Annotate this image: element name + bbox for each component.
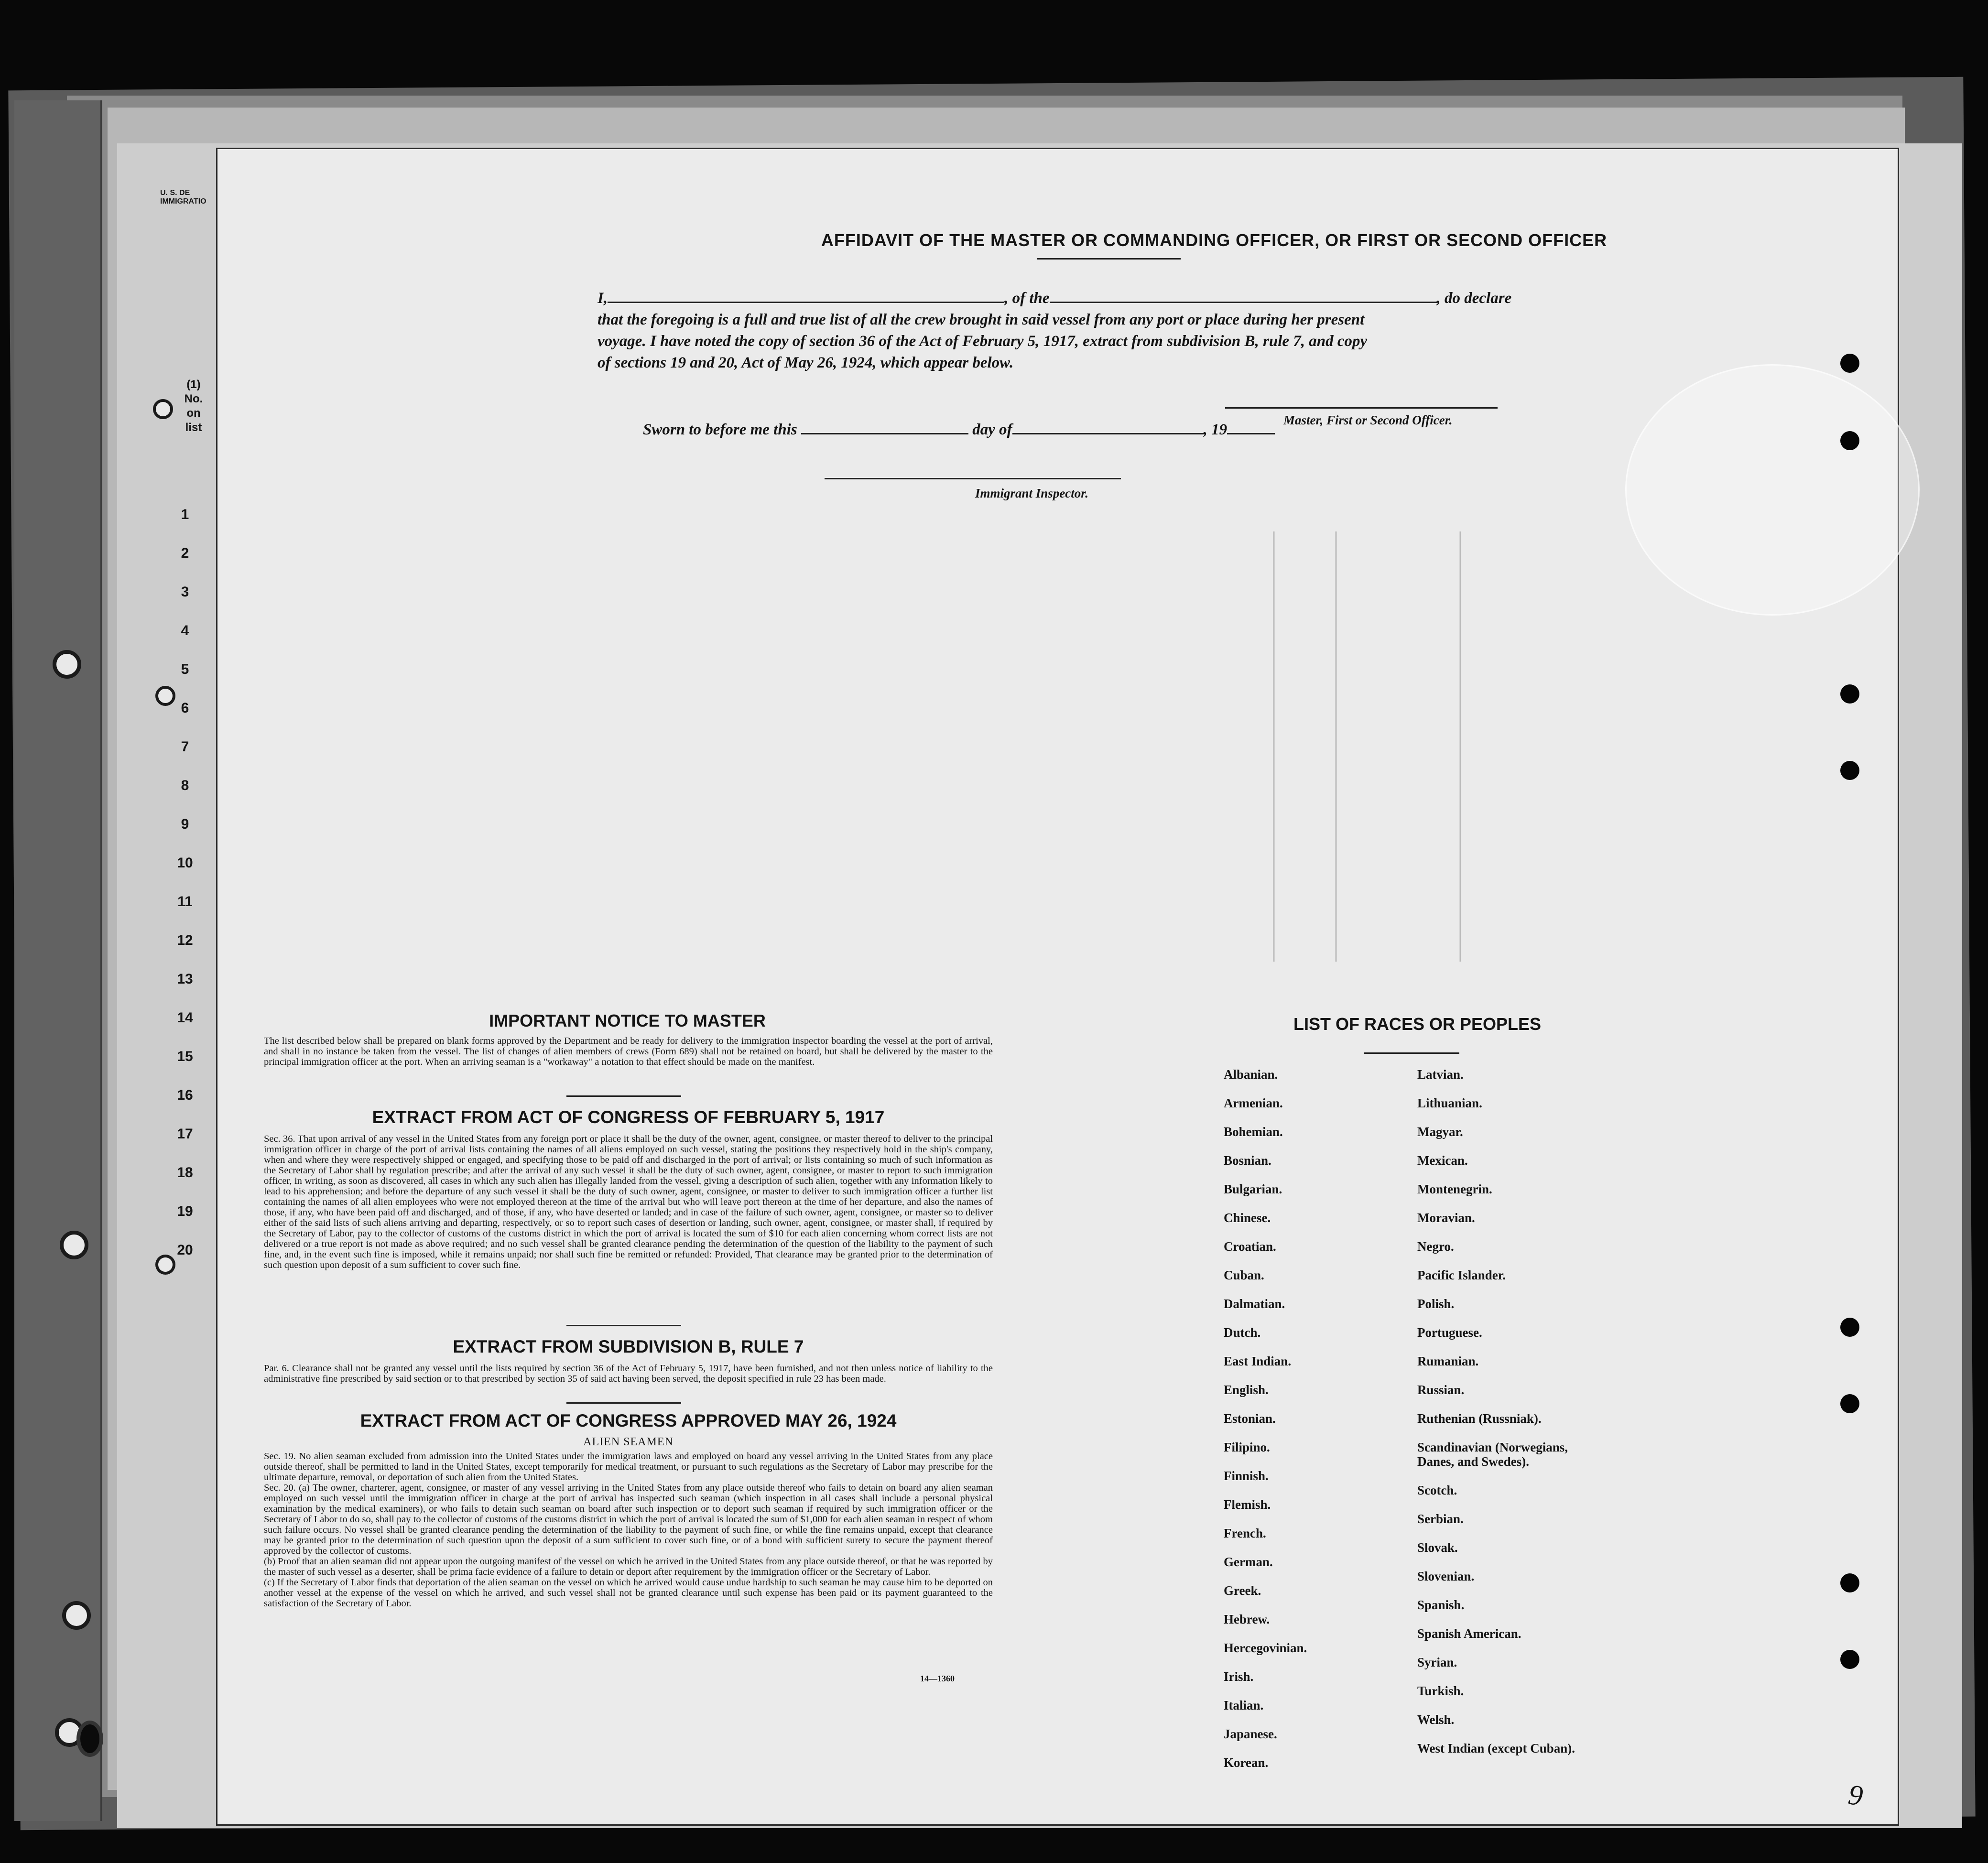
row-number: 18 xyxy=(177,1165,193,1181)
race-item: Polish. xyxy=(1417,1297,1455,1311)
row-number: 7 xyxy=(181,739,189,755)
punch-hole xyxy=(1840,1650,1859,1669)
extract-1917-body: Sec. 36. That upon arrival of any vessel in the United States from any foreign port or place it shall be the duty of the owner, agent, consignee, or master thereof to deliver to the principal immigration officer in charge of the port of arrival lists containing the names of all aliens employed on such vessel, stating the positions they respectively hold in the ship's company, when and where they were respectively shipped or engaged, and specifying those to be paid off and discharged in the port of arrival; or lists containing so much of such information as the Secretary of Labor shall by regulation prescribe; and after the arrival of any such vessel it shall be the duty of such owner, agent, consignee, or master to report to such immigration officer, in writing, as soon as discovered, all cases in which any such alien has illegally landed from the vessel, giving a description of such alien, together with any information likely to lead to his apprehension; and before the departure of any such vessel it shall be the duty of such owner, agent, consignee, or master to deliver to such immigration officer a further list containing the names of all alien employees who were not employed thereon at the time of the arrival but who will leave port thereon at the time of her departure, and also the names of those, if any, who have been paid off and discharged, and of those, if any, who have deserted or landed; and in case of the failure of such owner, agent, consignee, or master so to deliver either of the said lists of such aliens arriving and departing, respectively, or so to report such cases of desertion or landing, such owner, agent, consignee, or master shall, if required by the Secretary of Labor, pay to the collector of customs of the customs district in which the port of arrival is located the sum of $10 for each alien concerning whom correct lists are not delivered or a true report is not made as above required; and no such vessel shall be granted clearance pending the determination of the question of the liability to the payment of such fine, and, in the event such fine is imposed, while it remains unpaid; nor shall such fine be remitted or refunded: Provided, That clearance may be granted prior to the determination of such question upon deposit of a sum sufficient to cover such fine. xyxy=(264,1134,993,1270)
race-item: French. xyxy=(1224,1526,1266,1540)
notice-body: The list described below shall be prepared on blank forms approved by the Department and be ready for delivery to the immigration inspector boarding the vessel at the port of arrival, and shall in no instance be taken from the vessel. The list of changes of alien members of crews (Form 689) shall not be retained on board, but shall be delivered by the master to the principal immigration officer at the port. When an arriving seaman is a "workaway" a notation to that effect should be made on the manifest. xyxy=(264,1036,993,1067)
race-item: Filipino. xyxy=(1224,1440,1270,1454)
affidavit-line-3: voyage. I have noted the copy of section 36 of the Act of February 5, 1917, extract from subdivision B, rule 7, and copy xyxy=(597,333,1368,350)
extract-1924-body xyxy=(264,1451,993,1609)
row-number: 14 xyxy=(177,1010,193,1026)
extract-rule7-body: Par. 6. Clearance shall not be granted any vessel until the lists required by section 36 of the Act of February 5, 1917, have been furnished, and not then unless notice of liability to the administrative fine prescribed by said section or to that prescribed by section 35 of said act having been served, the deposit specified in rule 23 has been made. xyxy=(264,1363,993,1384)
race-item: Turkish. xyxy=(1417,1684,1464,1698)
notice-title: IMPORTANT NOTICE TO MASTER xyxy=(489,1011,766,1030)
vessel-blank xyxy=(1050,289,1437,303)
row-number: 15 xyxy=(177,1049,193,1064)
race-item: Lithuanian. xyxy=(1417,1096,1482,1110)
affidavit-sheet xyxy=(217,149,1898,1824)
race-item: Latvian. xyxy=(1417,1067,1464,1082)
race-item: Flemish. xyxy=(1224,1497,1271,1512)
sworn-day-of: day of xyxy=(972,421,1012,438)
race-item: Cuban. xyxy=(1224,1268,1264,1282)
row-number: 20 xyxy=(177,1242,193,1258)
sworn-prefix: Sworn to before me this xyxy=(643,421,797,438)
extract-1924-title: EXTRACT FROM ACT OF CONGRESS APPROVED MAY 26, 1924 xyxy=(360,1411,897,1430)
race-item: Negro. xyxy=(1417,1239,1454,1254)
month-blank xyxy=(1012,421,1204,434)
affidavit-line-2: that the foregoing is a full and true list of all the crew brought in said vessel from any port or place during her present xyxy=(597,311,1365,328)
race-item: Bosnian. xyxy=(1224,1153,1271,1168)
form-number: 14—1360 xyxy=(920,1674,955,1683)
race-item: Magyar. xyxy=(1417,1125,1463,1139)
binder-hole xyxy=(62,1601,91,1630)
race-item: Slovenian. xyxy=(1417,1569,1475,1583)
row-number: 13 xyxy=(177,971,193,987)
race-item: Spanish. xyxy=(1417,1598,1465,1612)
race-item: Albanian. xyxy=(1224,1067,1278,1082)
section-rule xyxy=(566,1325,681,1326)
row-number: 9 xyxy=(181,816,189,832)
binder-hole xyxy=(60,1231,88,1259)
race-item: Estonian. xyxy=(1224,1411,1276,1426)
column-label: No. on list xyxy=(184,392,203,434)
punch-hole xyxy=(1840,1318,1859,1337)
race-item: Serbian. xyxy=(1417,1512,1464,1526)
row-number: 11 xyxy=(177,894,193,910)
race-item: Bulgarian. xyxy=(1224,1182,1282,1196)
race-item: Montenegrin. xyxy=(1417,1182,1492,1196)
section-rule xyxy=(566,1402,681,1404)
race-item: Greek. xyxy=(1224,1583,1261,1598)
race-item: Ruthenian (Russniak). xyxy=(1417,1411,1542,1426)
extract-rule7-title: EXTRACT FROM SUBDIVISION B, RULE 7 xyxy=(453,1337,804,1356)
binder-strip xyxy=(14,100,102,1821)
affidavit-line-1 xyxy=(597,288,1515,309)
column-number: (1) xyxy=(186,378,201,391)
race-item: Irish. xyxy=(1224,1669,1254,1684)
race-item: Scotch. xyxy=(1417,1483,1457,1497)
race-item: Hercegovinian. xyxy=(1224,1641,1307,1655)
race-item: Chinese. xyxy=(1224,1211,1271,1225)
race-item: Danes, and Swedes). xyxy=(1417,1454,1530,1469)
race-item: Korean. xyxy=(1224,1755,1269,1770)
race-item: Hebrew. xyxy=(1224,1612,1270,1626)
title-rule xyxy=(1037,258,1181,260)
race-item: Finnish. xyxy=(1224,1469,1269,1483)
row-number: 19 xyxy=(177,1203,193,1219)
race-item: Syrian. xyxy=(1417,1655,1457,1669)
row-number: 5 xyxy=(181,661,189,677)
race-item: West Indian (except Cuban). xyxy=(1417,1741,1575,1755)
race-item: Dalmatian. xyxy=(1224,1297,1285,1311)
extract-1917-title: EXTRACT FROM ACT OF CONGRESS OF FEBRUARY 5, 1917 xyxy=(372,1107,885,1127)
affidavit-declare: , do declare xyxy=(1436,290,1512,307)
handwritten-page-number: 9 xyxy=(1846,1778,1865,1812)
master-signature-label: Master, First or Second Officer. xyxy=(1283,413,1453,427)
left-page-header: U. S. DE IMMIGRATIO xyxy=(160,189,206,206)
section-20c: (c) If the Secretary of Labor finds that deportation of the alien seaman on the vessel on which he arrived would cause undue hardship to such seaman he may cause him to be deported on another vessel at the expense of the vessel on which he arrived, and such vessel shall not be granted clearance until such expense has been paid or its payment guaranteed to the satisfaction of the Secretary of Labor. xyxy=(264,1577,993,1609)
punch-hole xyxy=(1840,1573,1859,1592)
affidavit-title: AFFIDAVIT OF THE MASTER OR COMMANDING OFFICER, OR FIRST OR SECOND OFFICER xyxy=(821,230,1608,250)
race-item: German. xyxy=(1224,1555,1273,1569)
sworn-statement xyxy=(643,421,1275,439)
race-item: English. xyxy=(1224,1383,1269,1397)
binder-clip xyxy=(76,1721,103,1757)
race-item: Spanish American. xyxy=(1417,1626,1521,1641)
punch-hole xyxy=(1840,1394,1859,1413)
binder-hole xyxy=(153,399,173,419)
punch-hole xyxy=(1840,761,1859,780)
punch-hole xyxy=(1840,684,1859,704)
race-item: Scandinavian (Norwegians, xyxy=(1417,1440,1568,1454)
row-number: 12 xyxy=(177,932,193,948)
race-item: Portuguese. xyxy=(1417,1325,1482,1340)
race-item: Moravian. xyxy=(1417,1211,1475,1225)
race-item: Russian. xyxy=(1417,1383,1465,1397)
column-header xyxy=(177,378,210,435)
race-item: Mexican. xyxy=(1417,1153,1468,1168)
inspector-signature-line xyxy=(825,478,1121,479)
section-20a: Sec. 20. (a) The owner, charterer, agent, consignee, or master of any vessel arriving in the United States from any place outside thereof who fails to detain on board any alien seaman employed on such vessel until the immigration officer in charge at the port of arrival has inspected such seaman (which inspection in all cases shall include a personal physical examination by the medical examiners), or who fails to detain such seaman on board after such inspection or to deport such seaman if required by such immigration officer or the Secretary of Labor to do so, shall pay to the collector of customs of the customs district in which the port of arrival is located the sum of $1,000 for each alien seaman in respect of whom such failure occurs. No vessel shall be granted clearance pending the determination of the liability to the payment of such fine, or while the fine remains unpaid, except that clearance may be granted prior to the determination of such question upon the deposit of a sum sufficient to cover such fine, or of a bond with sufficient surety to secure the payment thereof approved by the collector of customs. xyxy=(264,1483,993,1556)
extract-1924-subtitle: ALIEN SEAMEN xyxy=(583,1436,674,1448)
race-item: Dutch. xyxy=(1224,1325,1261,1340)
race-item: Japanese. xyxy=(1224,1727,1277,1741)
races-title: LIST OF RACES OR PEOPLES xyxy=(1293,1014,1542,1034)
name-blank xyxy=(608,289,1004,303)
section-rule xyxy=(566,1095,681,1097)
row-number: 3 xyxy=(181,584,189,600)
row-number: 6 xyxy=(181,700,189,716)
affidavit-of-the: , of the xyxy=(1004,290,1050,307)
row-number: 4 xyxy=(181,623,189,639)
section-19: Sec. 19. No alien seaman excluded from admission into the United States under the immigration laws and employed on board any vessel arriving in the United States from any place outside thereof, shall be permitted to land in the United States, except temporarily for medical treatment, or pursuant to such regulations as the Secretary of Labor may prescribe for the ultimate departure, removal, or deportation of such alien from the United States. xyxy=(264,1451,993,1483)
inspector-label: Immigrant Inspector. xyxy=(975,486,1089,500)
race-item: Italian. xyxy=(1224,1698,1264,1712)
row-number: 8 xyxy=(181,778,189,793)
sworn-year: , 19 xyxy=(1203,421,1228,438)
binder-hole xyxy=(53,650,81,679)
row-number: 1 xyxy=(181,507,189,522)
row-number: 2 xyxy=(181,545,189,561)
race-item: Welsh. xyxy=(1417,1712,1455,1727)
affidavit-statement xyxy=(597,288,1515,374)
race-item: Armenian. xyxy=(1224,1096,1283,1110)
day-blank xyxy=(801,421,968,434)
row-number: 16 xyxy=(177,1087,193,1103)
master-signature-line xyxy=(1225,407,1498,409)
affidavit-line-4: of sections 19 and 20, Act of May 26, 1924, which appear below. xyxy=(597,354,1014,371)
race-item: Slovak. xyxy=(1417,1540,1458,1555)
row-number: 17 xyxy=(177,1126,193,1142)
race-item: Rumanian. xyxy=(1417,1354,1479,1368)
year-blank xyxy=(1227,421,1275,434)
race-item: Bohemian. xyxy=(1224,1125,1283,1139)
race-item: Pacific Islander. xyxy=(1417,1268,1506,1282)
races-title-rule xyxy=(1364,1052,1459,1054)
section-20b: (b) Proof that an alien seaman did not appear upon the outgoing manifest of the vessel on which he arrived in the United States from any place outside thereof, or that he was reported by the master of such vessel as a deserter, shall be prima facie evidence of a failure to detain or deport after requirement by the immigration officer or the Secretary of Labor. xyxy=(264,1556,993,1577)
punch-hole xyxy=(1840,431,1859,450)
faded-stamp xyxy=(1625,364,1920,616)
bleed-through-lines xyxy=(1030,531,1604,962)
race-item: East Indian. xyxy=(1224,1354,1292,1368)
punch-hole xyxy=(1840,354,1859,373)
race-item: Croatian. xyxy=(1224,1239,1276,1254)
row-number: 10 xyxy=(177,855,193,871)
affidavit-i: I, xyxy=(597,290,608,307)
